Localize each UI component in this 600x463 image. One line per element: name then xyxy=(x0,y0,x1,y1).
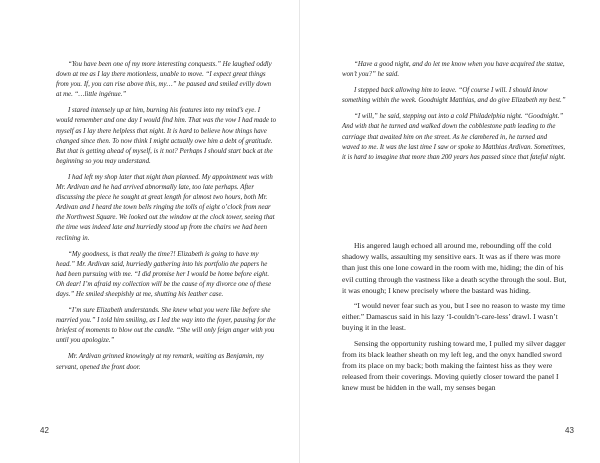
paragraph: Mr. Ardivan grinned knowingly at my remark, waiting as Benjamin, my servant, opened the front door. xyxy=(56,353,264,371)
paragraph: “Have a good night, and do let me know when you have acquired the statue, won’t you?” he said. xyxy=(342,61,565,79)
paragraph: “I will,” he said, stepping out into a cold Philadelphia night. “Goodnight.” And with that he turned and walked down the cobblestone path leading to the carriage that awaited him on the street. As he clambered in, he turned and waved to me. It was the last time I saw or spoke to Matthias Ardivan. Sometimes, it is hard to imagine that more than 200 years has passed since that fateful night. xyxy=(342,113,566,161)
paragraph: I stepped back allowing him to leave. “Of course I will. I should know something within the week. Goodnight Matthias, and do give Elizabeth my best.” xyxy=(342,87,566,105)
paragraph: I had left my shop later that night than planned. My appointment was with Mr. Ardivan and he had arrived abnormally late, too late perhaps. After discussing the piece he sought at great length for almost two hours, both Mr. Ardivan and I heard the town bells ringing the tolls of eight o’clock from near the Northwest Square. We looked out the window at the clock tower, seeing that the time was indeed late and hurriedly stood up from the chairs we had been reclining in. xyxy=(56,173,275,242)
paragraph: His angered laugh echoed all around me, rebounding off the cold shadowy walls, assaulting my sensitive ears. It was as if there was more than just this one lone coward in the room with me, hiding; the din of his evil cutting through the vastness like a death scythe through the soul. But, it was enough; I knew precisely where the bastard was hiding. xyxy=(342,241,567,295)
left-page-text xyxy=(56,60,278,379)
page-number-left: 42 xyxy=(40,426,49,435)
paragraph: “I’m sure Elizabeth understands. She knew what you were like before she married you.” I told him smiling, as I led the way into the foyer, pausing for the briefest of moments to blow out the candle. “She will only feign anger with you until you apologize.” xyxy=(56,307,276,345)
paragraph: I stared intensely up at him, burning his features into my mind’s eye. I would remember and one day I would find him. That was the vow I had made to myself as I lay there helpless that night. It is hard to believe how things have changed since then. To now think I might actually owe him a debt of gratitude. But that is getting ahead of myself, is it not? Perhaps I should start back at the beginning so you may understand. xyxy=(56,107,277,165)
right-page-roman-text xyxy=(342,240,568,398)
page-number-right: 43 xyxy=(565,426,574,435)
paragraph: Sensing the opportunity rushing toward me, I pulled my silver dagger from its black leather sheath on my left leg, and the onyx handled sword from its place on my back; both making the faintest hiss as they were released from their coverings. Moving quietly closer toward the panel I knew must be hidden in the wall, my senses began xyxy=(342,338,566,393)
paragraph: “I would never fear such as you, but I see no reason to waste my time either.” Damascus said in his lazy ‘I-couldn’t-care-less’ drawl. I wasn’t buying it in the least. xyxy=(342,301,566,333)
right-page xyxy=(300,0,600,463)
paragraph: “My goodness, is that really the time?! Elizabeth is going to have my head.” Mr. Ardivan said, hurriedly gathering into his portfolio the papers he had been pursuing with me. “I did promise her I would be home before eight. Oh dear! I’m afraid my collection will be the cause of my divorce one of these days.” He smiled sheepishly at me, shutting his leather case. xyxy=(56,250,272,298)
right-page-italic-text xyxy=(342,60,566,169)
paragraph: “You have been one of my more interesting conquests.” He laughed oddly down at me as I lay there motionless, unable to move. “I expect great things from you. If, you can rise above this, my…” he paused and smiled evilly down at me. “…little ingénue.” xyxy=(56,61,272,99)
